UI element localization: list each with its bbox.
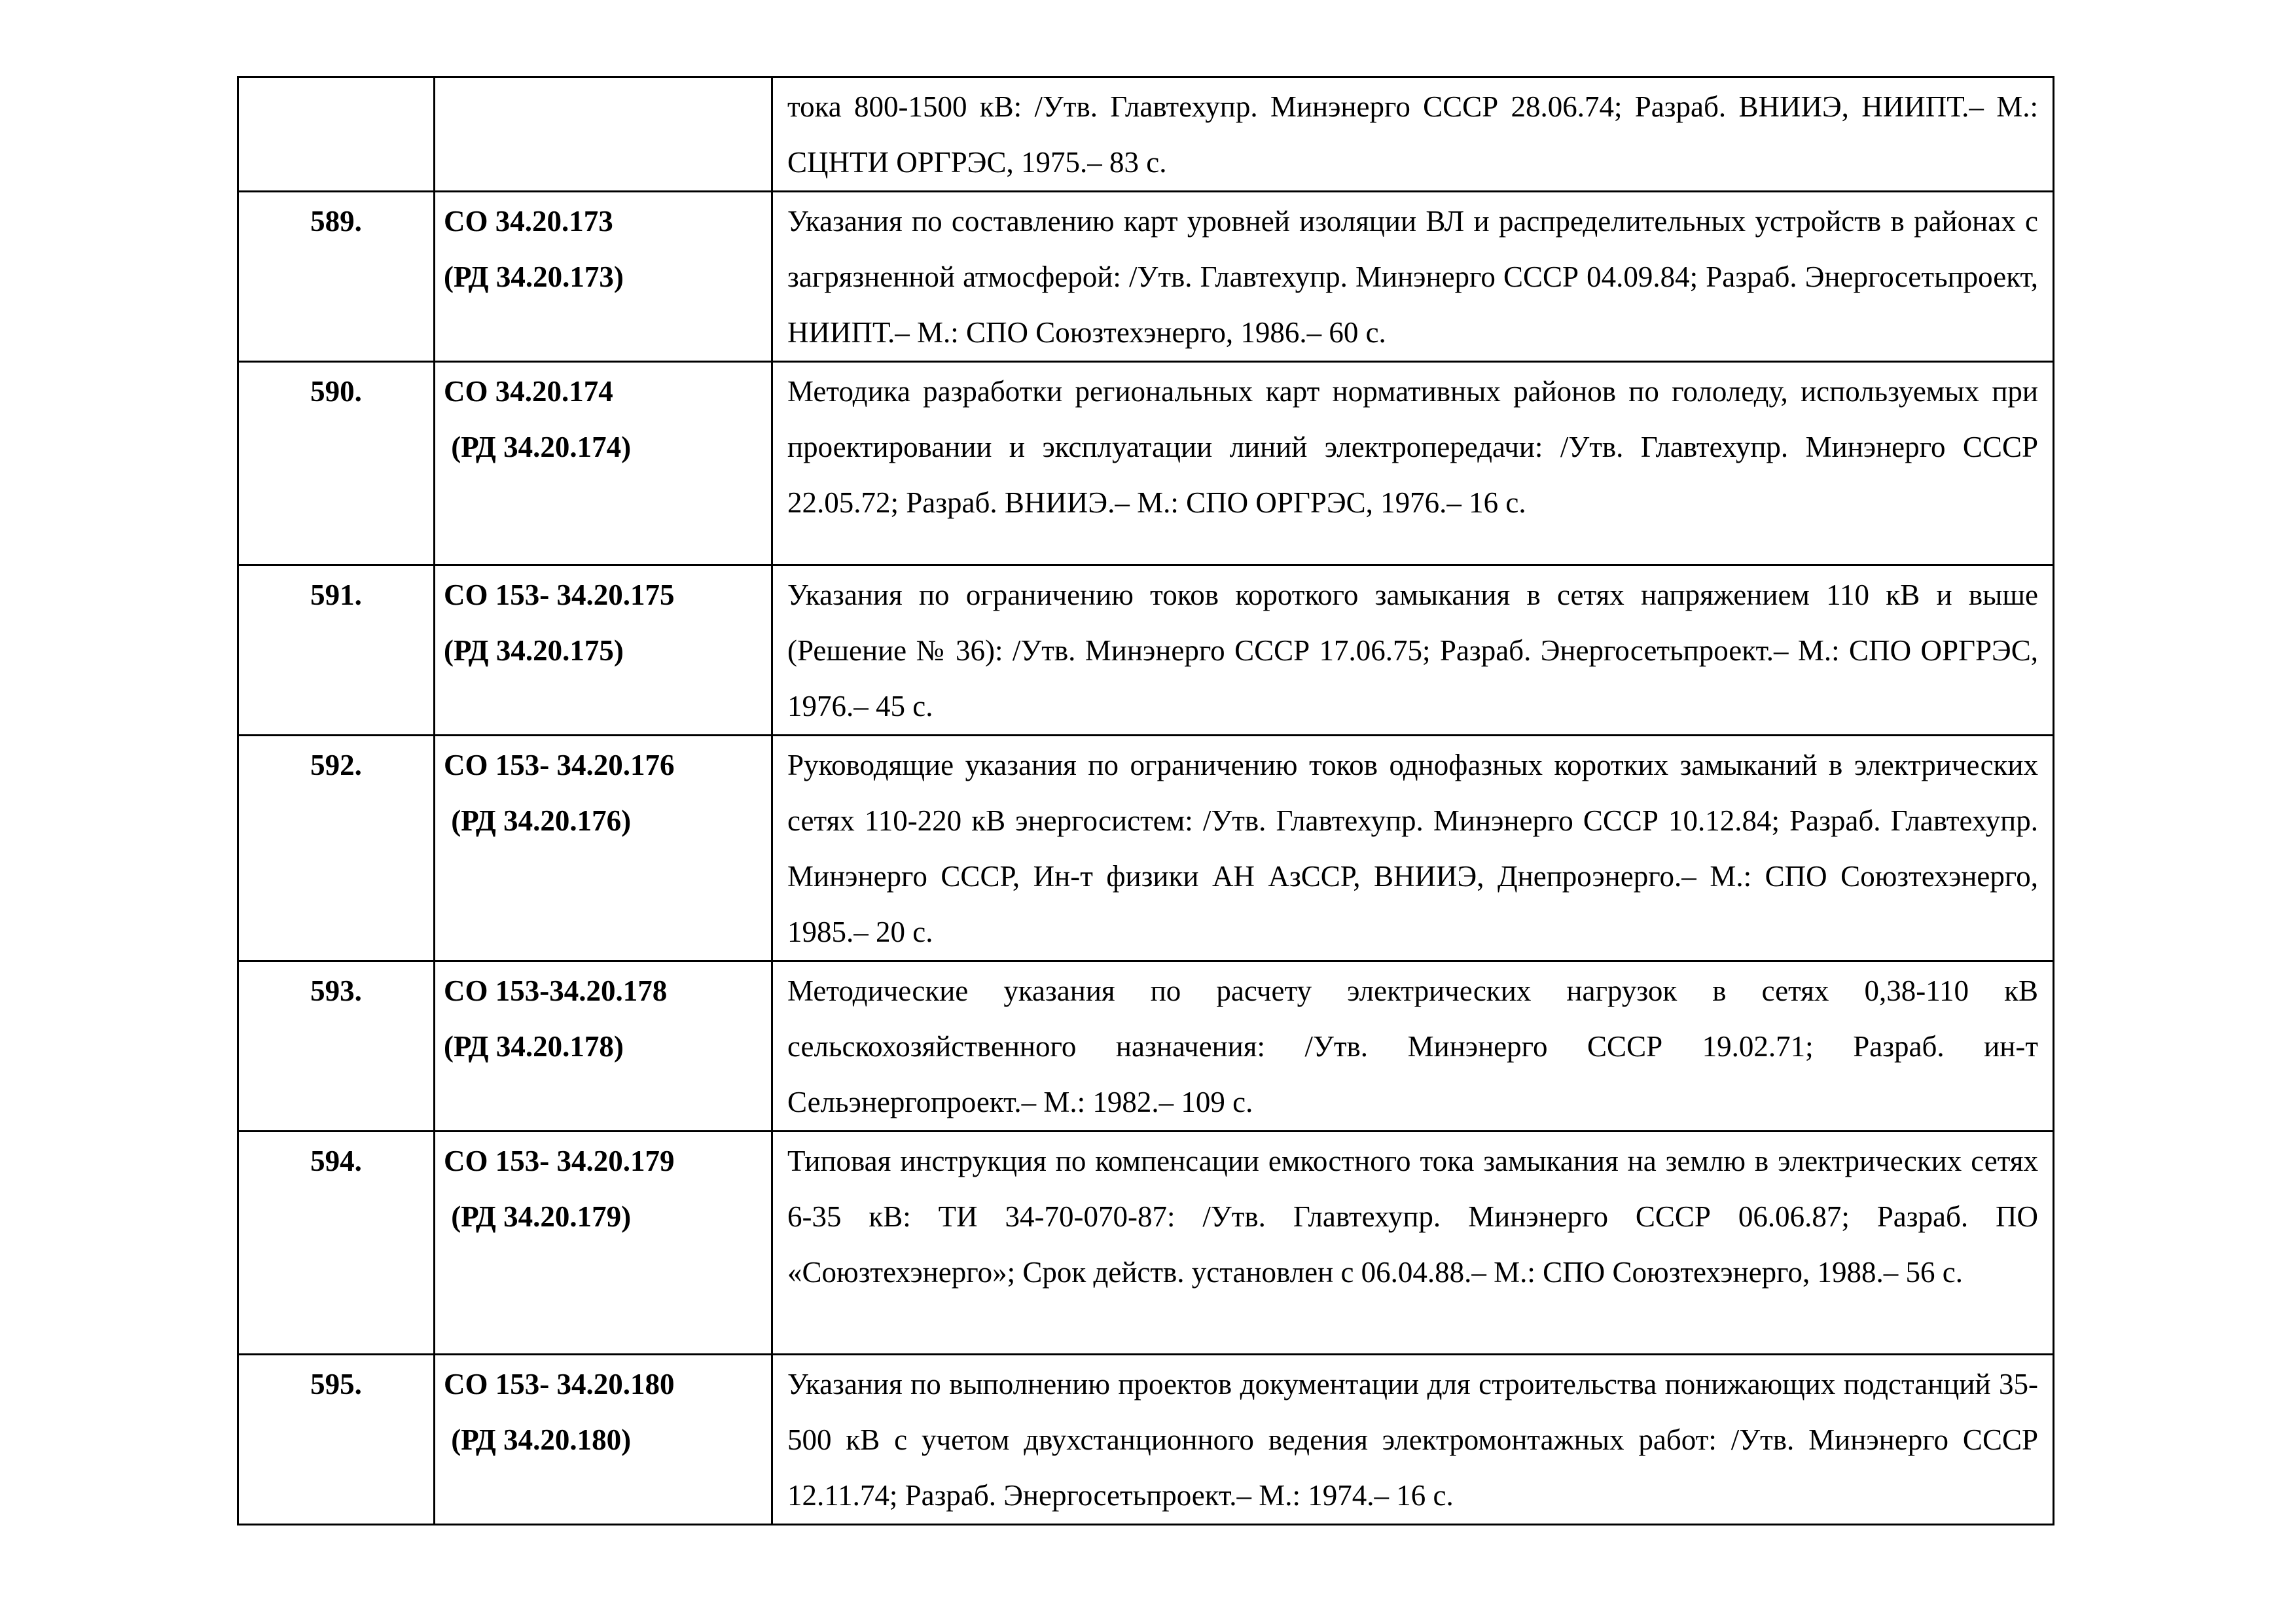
table-row xyxy=(238,1132,2054,1355)
document-description-cell: Типовая инструкция по компенсации емкостного тока замыкания на землю в электрических сетях 6-35 кВ: ТИ 34-70-070-87: /Утв. Главтехупр. Минэнерго СССР 06.06.87; Разраб. ПО «Союзтехэнерго»; Срок действ. установлен с 06.04.88.– М.: СПО Союзтехэнерго, 1988.– 56 с. xyxy=(772,1132,2054,1355)
table-row xyxy=(238,362,2054,565)
table-row xyxy=(238,77,2054,192)
row-number-cell xyxy=(238,77,435,192)
row-number-cell: 594. xyxy=(238,1132,435,1355)
document-description-cell: Методические указания по расчету электрических нагрузок в сетях 0,38-110 кВ сельскохозяйственного назначения: /Утв. Минэнерго СССР 19.02.71; Разраб. ин-т Сельэнергопроект.– М.: 1982.– 109 с. xyxy=(772,961,2054,1132)
document-description-cell: Методика разработки региональных карт нормативных районов по гололеду, используемых при проектировании и эксплуатации линий электропередачи: /Утв. Главтехупр. Минэнерго СССР 22.05.72; Разраб. ВНИИЭ.– М.: СПО ОРГРЭС, 1976.– 16 с. xyxy=(772,362,2054,565)
code-main: СО 34.20.174 xyxy=(444,375,613,408)
document-code-cell xyxy=(435,1355,772,1525)
row-number-cell: 592. xyxy=(238,736,435,961)
table-row xyxy=(238,192,2054,362)
code-main: СО 153- 34.20.176 xyxy=(444,749,675,781)
code-main: СО 153- 34.20.180 xyxy=(444,1368,675,1400)
document-code-cell xyxy=(435,736,772,961)
code-main: СО 153- 34.20.179 xyxy=(444,1145,675,1177)
row-number-cell: 590. xyxy=(238,362,435,565)
row-number-cell: 593. xyxy=(238,961,435,1132)
document-description-cell: Указания по ограничению токов короткого замыкания в сетях напряжением 110 кВ и выше (Решение № 36): /Утв. Минэнерго СССР 17.06.75; Разраб. Энергосетьпроект.– М.: СПО ОРГРЭС, 1976.– 45 с. xyxy=(772,565,2054,736)
table-row xyxy=(238,565,2054,736)
code-rd: (РД 34.20.173) xyxy=(444,260,624,293)
document-code-cell xyxy=(435,961,772,1132)
table-row xyxy=(238,961,2054,1132)
table-row xyxy=(238,1355,2054,1525)
code-rd: (РД 34.20.179) xyxy=(444,1200,632,1233)
row-number-cell: 591. xyxy=(238,565,435,736)
document-code-cell xyxy=(435,565,772,736)
table-row xyxy=(238,736,2054,961)
code-rd: (РД 34.20.180) xyxy=(444,1423,632,1456)
document-description-cell: тока 800-1500 кВ: /Утв. Главтехупр. Минэнерго СССР 28.06.74; Разраб. ВНИИЭ, НИИПТ.– М.: СЦНТИ ОРГРЭС, 1975.– 83 с. xyxy=(772,77,2054,192)
code-rd: (РД 34.20.175) xyxy=(444,634,624,667)
code-rd: (РД 34.20.174) xyxy=(444,431,632,463)
document-code-cell xyxy=(435,1132,772,1355)
code-rd: (РД 34.20.176) xyxy=(444,804,632,837)
row-number-cell: 595. xyxy=(238,1355,435,1525)
code-main: СО 153-34.20.178 xyxy=(444,974,668,1007)
row-number-cell: 589. xyxy=(238,192,435,362)
document-description-cell: Указания по выполнению проектов документации для строительства понижающих подстанций 35-500 кВ с учетом двухстанционного ведения электромонтажных работ: /Утв. Минэнерго СССР 12.11.74; Разраб. Энергосетьпроект.– М.: 1974.– 16 с. xyxy=(772,1355,2054,1525)
document-code-cell xyxy=(435,77,772,192)
document-description-cell: Указания по составлению карт уровней изоляции ВЛ и распределительных устройств в районах с загрязненной атмосферой: /Утв. Главтехупр. Минэнерго СССР 04.09.84; Разраб. Энергосетьпроект, НИИПТ.– М.: СПО Союзтехэнерго, 1986.– 60 с. xyxy=(772,192,2054,362)
code-main: СО 153- 34.20.175 xyxy=(444,579,675,611)
document-description-cell: Руководящие указания по ограничению токов однофазных коротких замыканий в электрических сетях 110-220 кВ энергосистем: /Утв. Главтехупр. Минэнерго СССР 10.12.84; Разраб. Главтехупр. Минэнерго СССР, Ин-т физики АН АзССР, ВНИИЭ, Днепроэнерго.– М.: СПО Союзтехэнерго, 1985.– 20 с. xyxy=(772,736,2054,961)
document-code-cell xyxy=(435,192,772,362)
document-code-cell xyxy=(435,362,772,565)
standards-table xyxy=(237,76,2054,1525)
code-main: СО 34.20.173 xyxy=(444,205,613,238)
code-rd: (РД 34.20.178) xyxy=(444,1030,624,1063)
